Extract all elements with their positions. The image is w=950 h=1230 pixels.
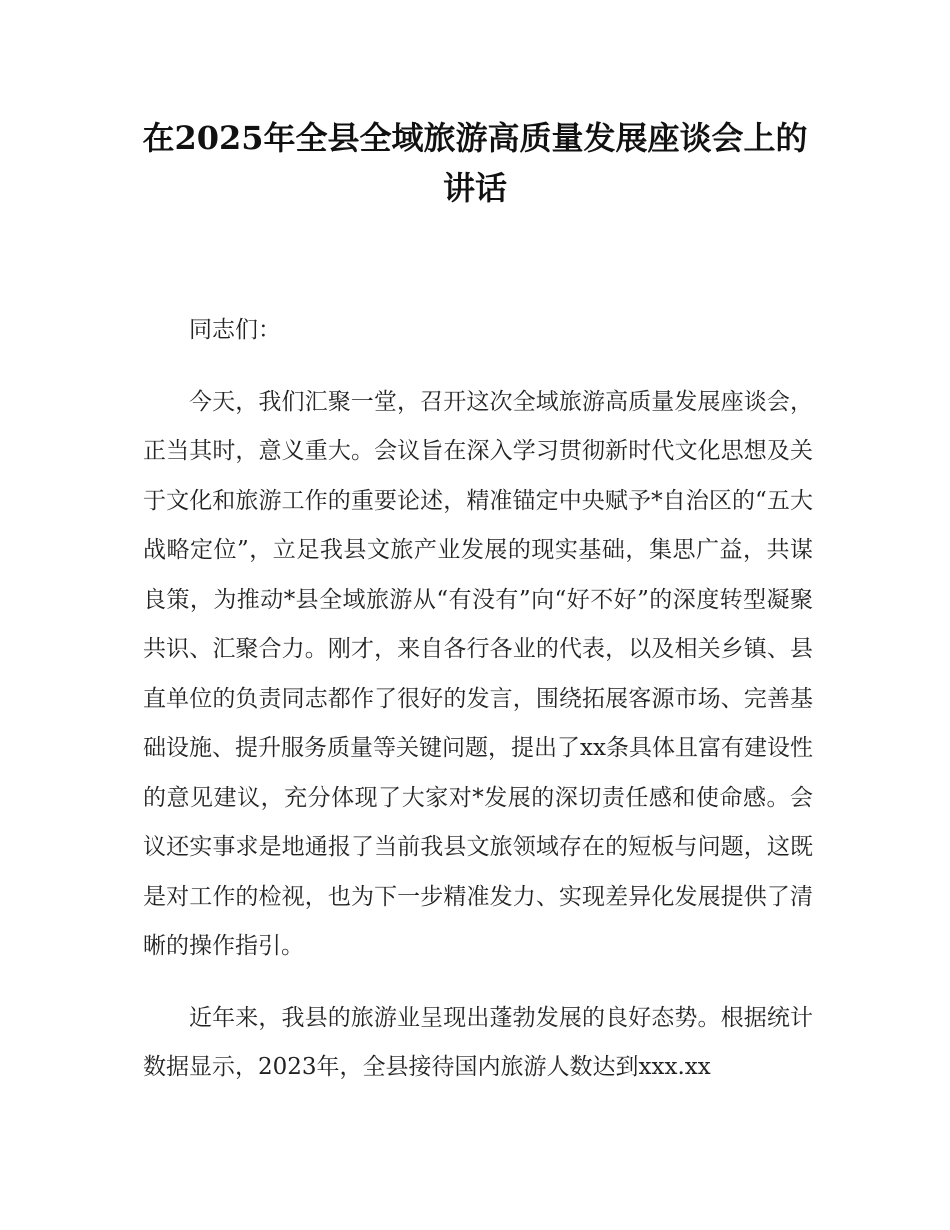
paragraph: 近年来，我县的旅游业呈现出蓬勃发展的良好态势。根据统计数据显示，2023年，全县接待国内旅游人数达到xxx.xx: [143, 1004, 813, 1080]
salutation: 同志们：: [189, 317, 281, 343]
paragraph: 今天，我们汇聚一堂，召开这次全域旅游高质量发展座谈会，正当其时，意义重大。会议旨在深入学习贯彻新时代文化思想及关于文化和旅游工作的重要论述，精准锚定中央赋予*自治区的“五大战略定位”，立足我县文旅产业发展的现实基础，集思广益，共谋良策，为推动*县全域旅游从“有没有”向“好不好”的深度转型凝聚共识、汇聚合力。刚才，来自各行各业的代表，以及相关乡镇、县直单位的负责同志都作了很好的发言，围绕拓展客源市场、完善基础设施、提升服务质量等关键问题，提出了xx条具体且富有建设性的意见建议，充分体现了大家对*发展的深切责任感和使命感。会议还实事求是地通报了当前我县文旅领域存在的短板与问题，这既是对工作的检视，也为下一步精准发力、实现差异化发展提供了清晰的操作指引。: [143, 388, 813, 959]
document-title: 在2025年全县全域旅游高质量发展座谈会上的讲话: [142, 119, 808, 207]
document-body: [143, 306, 813, 1093]
